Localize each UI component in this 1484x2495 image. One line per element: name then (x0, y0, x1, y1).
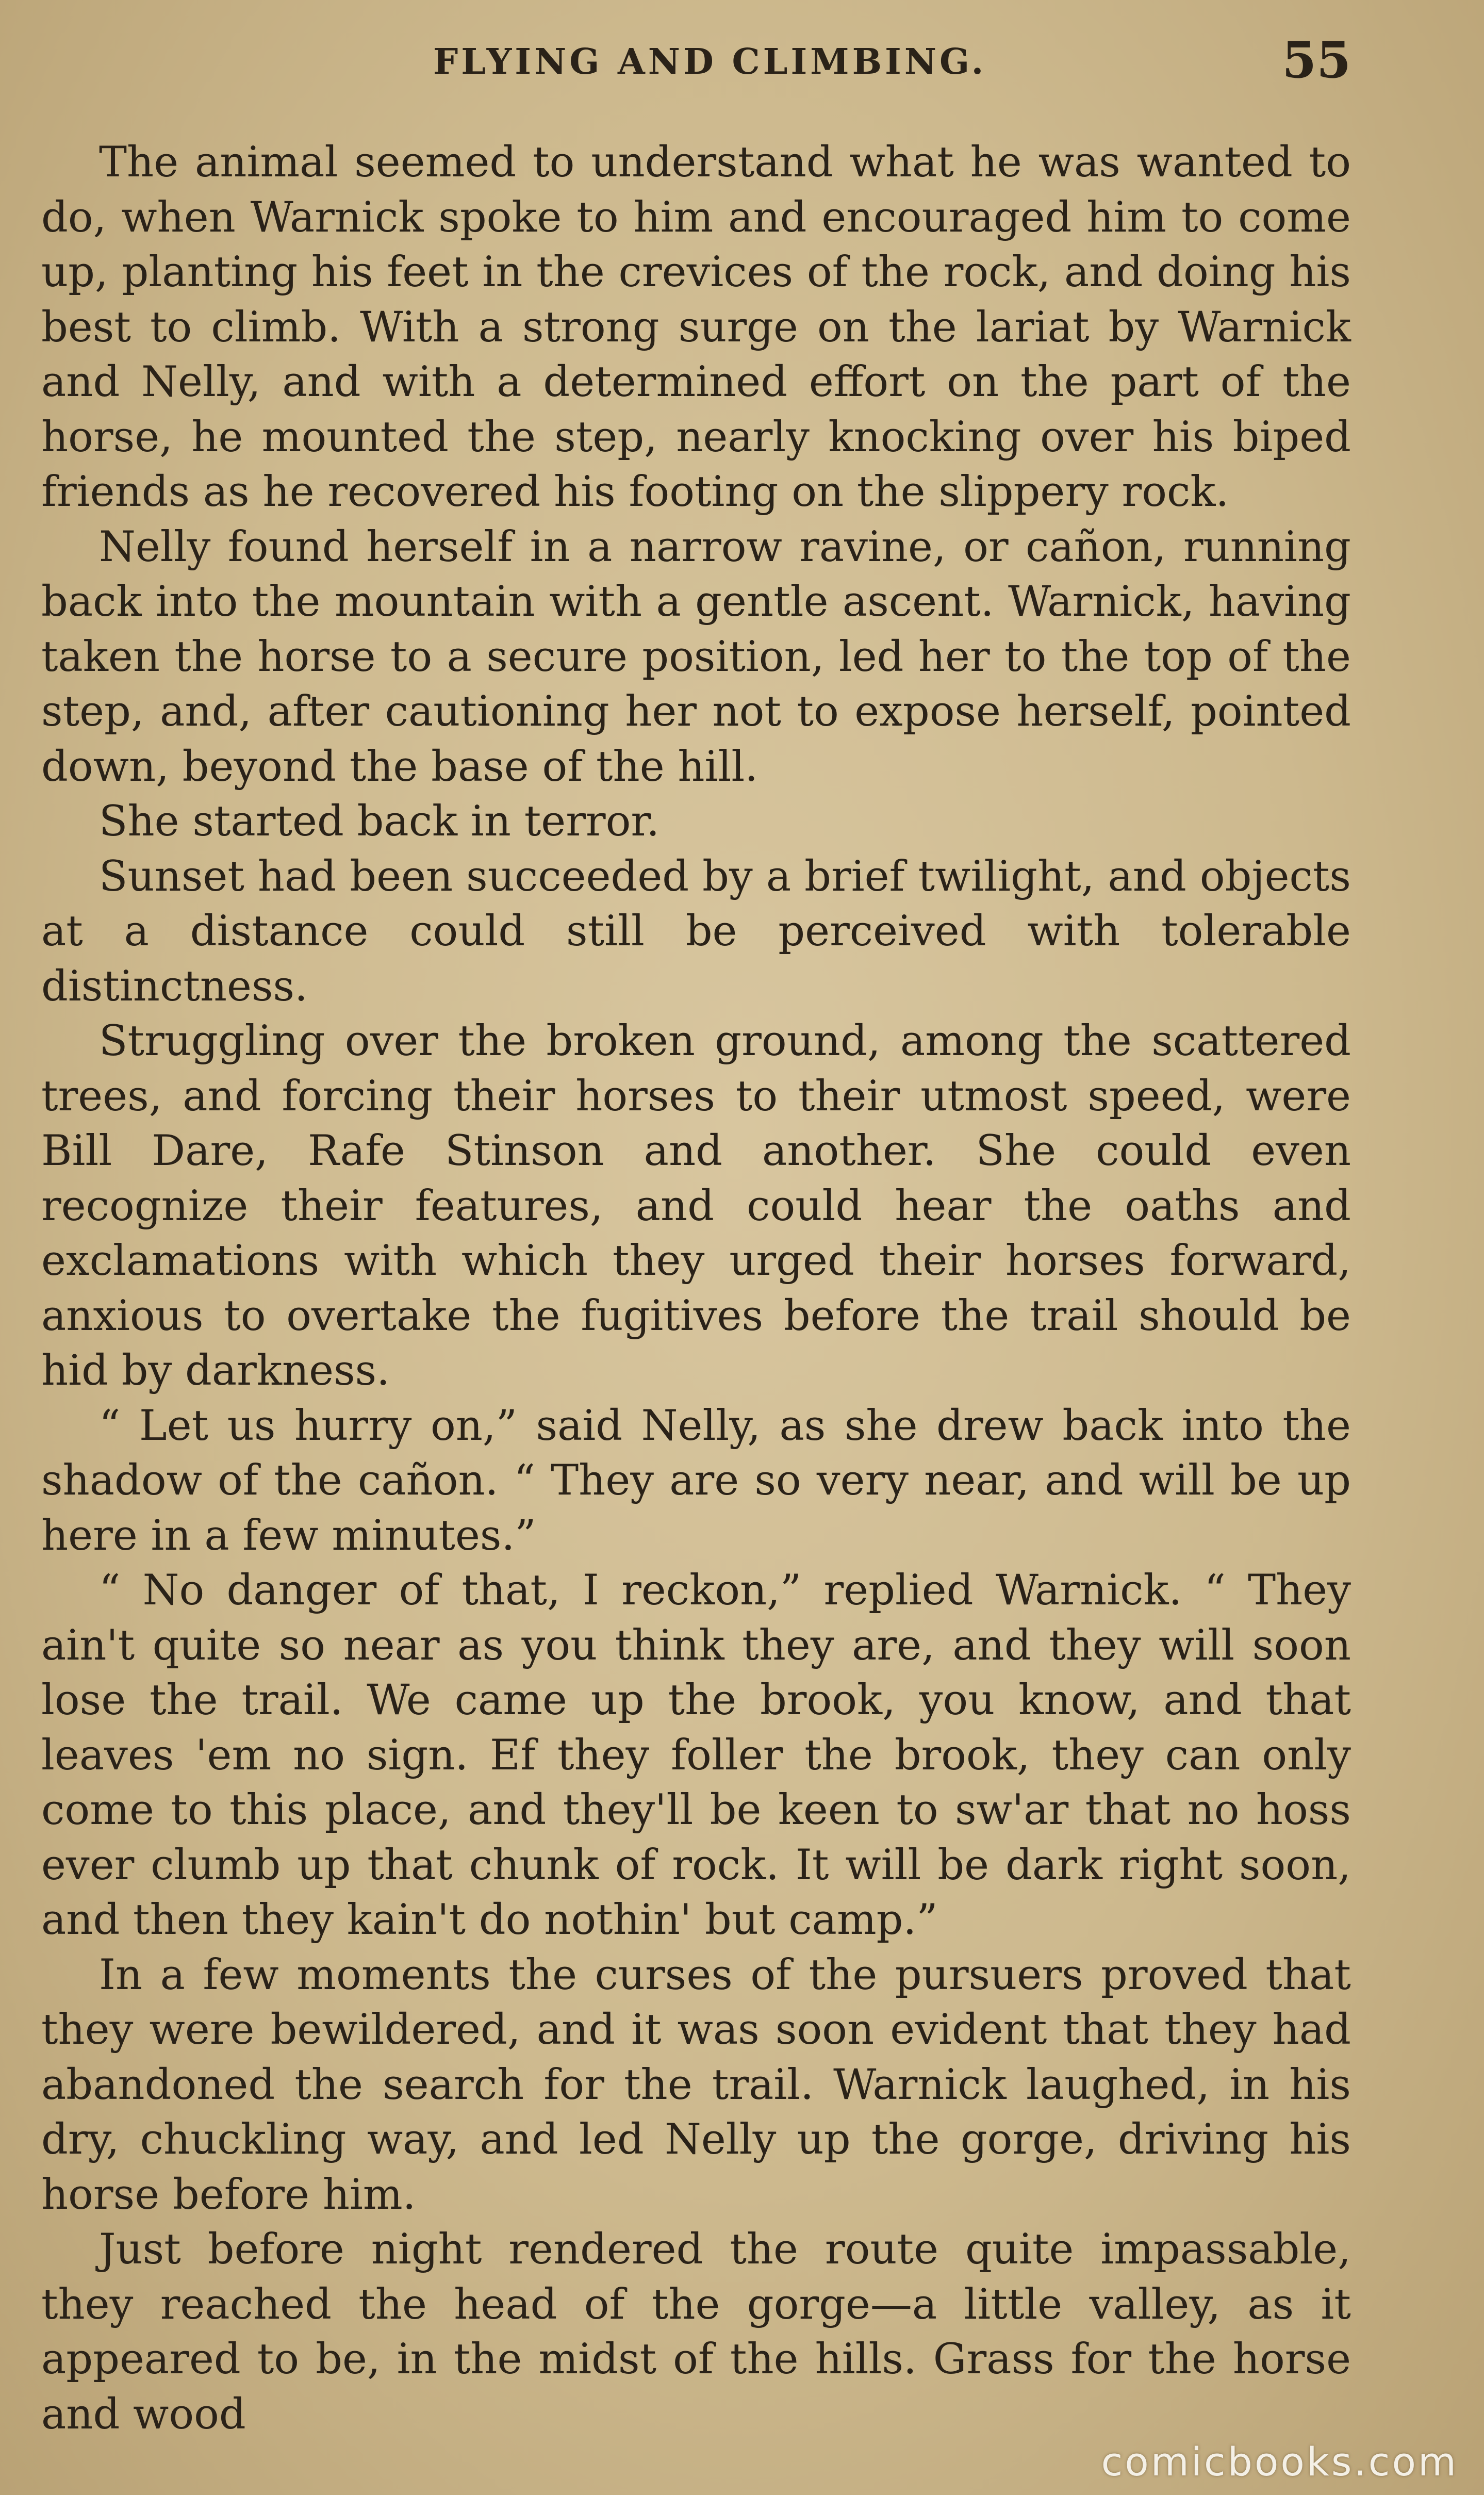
paragraph: She started back in terror. (99, 797, 659, 846)
paragraph: “ No danger of that, I reckon,” replied Warnick. “ They ain't quite so near as you think they are, and they will soon lose the trail. We came up the brook, you know, and that leaves 'em no sign. Ef they foller the brook, they can only come to this place, and they'll be keen to sw'ar that no hoss ever clumb up that chunk of rock. It will be dark right soon, and then they kain't do nothin' but camp.” (41, 1566, 1351, 1944)
body-text (41, 135, 1351, 2442)
running-head (41, 31, 1351, 88)
page-number: 55 (1282, 31, 1351, 89)
paragraph: Nelly found herself in a narrow ravine, or cañon, running back into the mountain with a gentle ascent. Warnick, having taken the horse to a secure position, led her to the top of the step, and, after cautioning her not to expose herself, pointed down, beyond the base of the hill. (41, 522, 1351, 791)
watermark: comicbooks.com (1101, 2439, 1458, 2485)
paragraph: Struggling over the broken ground, among the scattered trees, and forcing their horses to their utmost speed, were Bill Dare, Rafe Stinson and another. She could even recognize their features, and could hear the oaths and exclamations with which they urged their horses forward, anxious to overtake the fugitives before the trail should be hid by darkness. (41, 1017, 1351, 1395)
paragraph: “ Let us hurry on,” said Nelly, as she drew back into the shadow of the cañon. “ They are so very near, and will be up here in a few minutes.” (41, 1401, 1351, 1560)
paragraph: In a few moments the curses of the pursuers proved that they were bewildered, and it was soon evident that they had abandoned the search for the trail. Warnick laughed, in his dry, chuckling way, and led Nelly up the gorge, driving his horse before him. (41, 1950, 1351, 2219)
paragraph: The animal seemed to understand what he was wanted to do, when Warnick spoke to him and encouraged him to come up, planting his feet in the crevices of the rock, and doing his best to climb. With a strong surge on the lariat by Warnick and Nelly, and with a determined effort on the part of the horse, he mounted the step, nearly knocking over his biped friends as he recovered his footing on the slippery rock. (41, 138, 1351, 516)
paragraph: Just before night rendered the route quite impassable, they reached the head of the gorge—a little valley, as it appeared to be, in the midst of the hills. Grass for the horse and wood (41, 2225, 1351, 2439)
paragraph: Sunset had been succeeded by a brief twilight, and objects at a distance could still be perceived with tolerable distinctness. (41, 852, 1351, 1011)
running-title: FLYING AND CLIMBING. (433, 41, 987, 83)
